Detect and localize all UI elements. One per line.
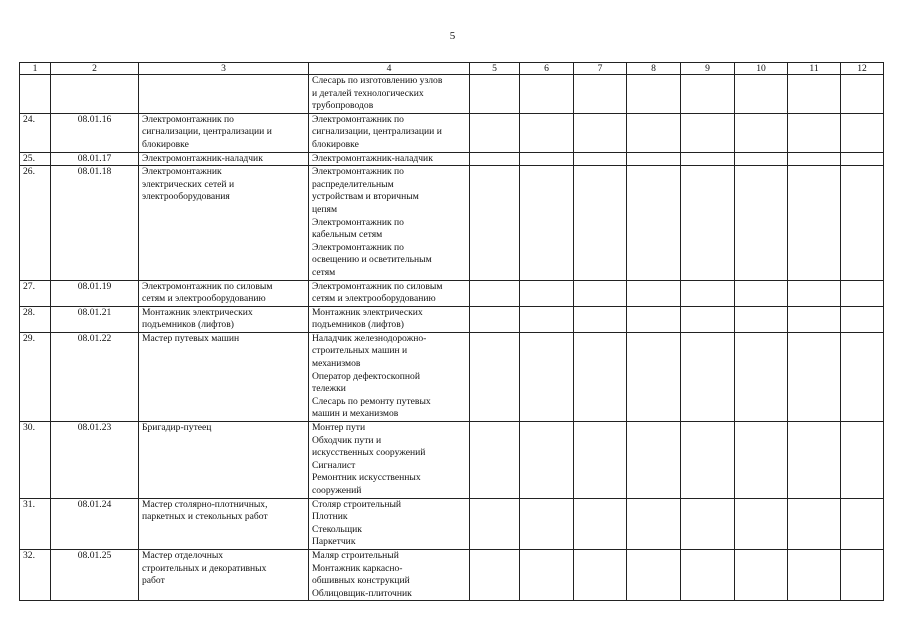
- column-header: 4: [309, 63, 470, 75]
- empty-cell: [574, 113, 627, 152]
- empty-cell: [681, 280, 735, 306]
- empty-cell: [841, 152, 884, 166]
- empty-cell: [735, 306, 788, 332]
- row-number: 26.: [20, 166, 51, 280]
- empty-cell: [788, 332, 841, 421]
- empty-cell: [788, 549, 841, 600]
- empty-cell: [735, 152, 788, 166]
- empty-cell: [627, 422, 681, 499]
- empty-cell: [681, 113, 735, 152]
- empty-cell: [841, 422, 884, 499]
- empty-cell: [841, 306, 884, 332]
- profession-code: 08.01.18: [51, 166, 139, 280]
- specialty-list-line: Электромонтажник по силовым: [312, 280, 443, 292]
- empty-cell: [574, 498, 627, 549]
- profession-code: 08.01.24: [51, 498, 139, 549]
- empty-cell: [735, 75, 788, 114]
- specialty-list-line: Оператор дефектоскопной: [312, 370, 420, 382]
- empty-cell: [470, 422, 520, 499]
- table-row: [20, 75, 884, 114]
- profession-code: 08.01.16: [51, 113, 139, 152]
- empty-cell: [520, 152, 574, 166]
- specialty-list-line: Облицовщик-плиточник: [312, 587, 412, 599]
- specialty-list-line: искусственных сооружений: [312, 447, 426, 459]
- profession-code: 08.01.19: [51, 280, 139, 306]
- profession-name-line: Электромонтажник по: [142, 113, 234, 125]
- specialty-list-line: Паркетчик: [312, 536, 356, 548]
- empty-cell: [574, 332, 627, 421]
- specialty-list-line: Сигналист: [312, 459, 356, 471]
- empty-cell: [627, 113, 681, 152]
- empty-cell: [520, 166, 574, 280]
- table-row: [20, 152, 884, 166]
- specialty-list-line: Наладчик железнодорожно-: [312, 332, 427, 344]
- specialty-list-line: Плотник: [312, 511, 348, 523]
- profession-name-line: Бригадир-путеец: [142, 422, 212, 434]
- row-number: 32.: [20, 549, 51, 600]
- specialty-list: [309, 549, 470, 600]
- empty-cell: [735, 166, 788, 280]
- profession-name: [139, 422, 309, 499]
- specialty-list-line: подъемников (лифтов): [312, 319, 404, 331]
- empty-cell: [681, 152, 735, 166]
- empty-cell: [841, 75, 884, 114]
- empty-cell: [735, 498, 788, 549]
- profession-name-line: подъемников (лифтов): [142, 319, 234, 331]
- profession-name: [139, 280, 309, 306]
- empty-cell: [470, 280, 520, 306]
- empty-cell: [470, 498, 520, 549]
- column-header: 12: [841, 63, 884, 75]
- empty-cell: [470, 152, 520, 166]
- empty-cell: [627, 549, 681, 600]
- table-row: [20, 549, 884, 600]
- empty-cell: [735, 422, 788, 499]
- profession-name-line: Мастер отделочных: [142, 549, 224, 561]
- specialty-list-line: Электромонтажник по: [312, 113, 404, 125]
- profession-code: 08.01.23: [51, 422, 139, 499]
- empty-cell: [520, 332, 574, 421]
- empty-cell: [627, 152, 681, 166]
- empty-cell: [470, 306, 520, 332]
- specialty-list-line: Электромонтажник по: [312, 166, 404, 178]
- empty-cell: [788, 166, 841, 280]
- specialty-list-line: сетям и электрооборудованию: [312, 293, 436, 305]
- column-header: 11: [788, 63, 841, 75]
- specialty-list-line: Электромонтажник по: [312, 216, 404, 228]
- specialty-list-line: механизмов: [312, 358, 361, 370]
- empty-cell: [735, 113, 788, 152]
- profession-name: [139, 332, 309, 421]
- profession-code: 08.01.25: [51, 549, 139, 600]
- specialty-list: [309, 166, 470, 280]
- empty-cell: [470, 113, 520, 152]
- table-row: [20, 332, 884, 421]
- empty-cell: [735, 549, 788, 600]
- empty-cell: [681, 306, 735, 332]
- column-header: 8: [627, 63, 681, 75]
- column-header: 7: [574, 63, 627, 75]
- profession-code: 08.01.21: [51, 306, 139, 332]
- specialty-list-line: распределительным: [312, 178, 394, 190]
- empty-cell: [520, 113, 574, 152]
- specialty-list-line: Монтажник каркасно-: [312, 562, 403, 574]
- empty-cell: [681, 422, 735, 499]
- empty-cell: [788, 422, 841, 499]
- empty-cell: [627, 498, 681, 549]
- specialty-list-line: тележки: [312, 383, 346, 395]
- empty-cell: [788, 152, 841, 166]
- empty-cell: [735, 280, 788, 306]
- empty-cell: [681, 166, 735, 280]
- empty-cell: [574, 152, 627, 166]
- empty-cell: [841, 498, 884, 549]
- empty-cell: [574, 166, 627, 280]
- empty-cell: [574, 422, 627, 499]
- specialty-list-line: машин и механизмов: [312, 408, 399, 420]
- empty-cell: [520, 306, 574, 332]
- empty-cell: [574, 549, 627, 600]
- empty-cell: [627, 280, 681, 306]
- empty-cell: [574, 306, 627, 332]
- empty-cell: [520, 549, 574, 600]
- empty-cell: [470, 332, 520, 421]
- specialty-list-line: Обходчик пути и: [312, 434, 382, 446]
- table-row: [20, 498, 884, 549]
- empty-cell: [788, 113, 841, 152]
- row-number: [20, 75, 51, 114]
- empty-cell: [841, 280, 884, 306]
- row-number: 29.: [20, 332, 51, 421]
- specialty-list-line: Стекольщик: [312, 523, 362, 535]
- specialty-list-line: и деталей технологических: [312, 87, 424, 99]
- empty-cell: [470, 549, 520, 600]
- column-header: 10: [735, 63, 788, 75]
- specialty-list: [309, 113, 470, 152]
- specialty-list: [309, 498, 470, 549]
- empty-cell: [681, 498, 735, 549]
- empty-cell: [788, 280, 841, 306]
- specialty-list-line: Электромонтажник-наладчик: [312, 152, 433, 164]
- specialty-list: [309, 280, 470, 306]
- header-row: [20, 63, 884, 75]
- row-number: 30.: [20, 422, 51, 499]
- column-header: 1: [20, 63, 51, 75]
- profession-name: [139, 306, 309, 332]
- specialty-list-line: сигнализации, централизации и: [312, 126, 442, 138]
- specialty-list-line: Монтажник электрических: [312, 306, 423, 318]
- empty-cell: [627, 332, 681, 421]
- empty-cell: [470, 166, 520, 280]
- row-number: 27.: [20, 280, 51, 306]
- empty-cell: [520, 75, 574, 114]
- table-row: [20, 113, 884, 152]
- specialty-list: [309, 306, 470, 332]
- specialty-list-line: освещению и осветительным: [312, 254, 432, 266]
- row-number: 25.: [20, 152, 51, 166]
- column-header: 3: [139, 63, 309, 75]
- profession-name-line: блокировке: [142, 138, 189, 150]
- specialty-list-line: сооружений: [312, 485, 362, 496]
- profession-name-line: строительных и декоративных: [142, 562, 267, 574]
- profession-code: 08.01.22: [51, 332, 139, 421]
- profession-name-line: Электромонтажник-наладчик: [142, 152, 263, 164]
- table-row: [20, 306, 884, 332]
- profession-name: [139, 113, 309, 152]
- specialty-list-line: Столяр строительный: [312, 498, 402, 510]
- row-number: 31.: [20, 498, 51, 549]
- profession-name-line: Монтажник электрических: [142, 306, 253, 318]
- specialty-list-line: Электромонтажник по: [312, 241, 404, 253]
- column-header: 6: [520, 63, 574, 75]
- column-header: 2: [51, 63, 139, 75]
- empty-cell: [841, 166, 884, 280]
- column-header: 5: [470, 63, 520, 75]
- profession-code: [51, 75, 139, 114]
- specialty-list-line: трубопроводов: [312, 100, 374, 112]
- specialty-list: [309, 152, 470, 166]
- empty-cell: [841, 113, 884, 152]
- specialty-list-line: Ремонтник искусственных: [312, 472, 421, 484]
- row-number: 28.: [20, 306, 51, 332]
- empty-cell: [627, 166, 681, 280]
- profession-name: [139, 166, 309, 280]
- profession-name-line: сетям и электрооборудованию: [142, 293, 266, 305]
- profession-code: 08.01.17: [51, 152, 139, 166]
- empty-cell: [627, 75, 681, 114]
- specialty-list: [309, 422, 470, 499]
- profession-name: [139, 152, 309, 166]
- empty-cell: [841, 332, 884, 421]
- profession-name: [139, 549, 309, 600]
- profession-name-line: электрооборудования: [142, 191, 230, 203]
- profession-name-line: сигнализации, централизации и: [142, 126, 272, 138]
- profession-name-line: работ: [142, 575, 165, 587]
- page-number: 5: [449, 30, 456, 42]
- specialty-list-line: обшивных конструкций: [312, 575, 410, 587]
- column-header: 9: [681, 63, 735, 75]
- empty-cell: [520, 498, 574, 549]
- empty-cell: [574, 280, 627, 306]
- profession-name: [139, 75, 309, 114]
- empty-cell: [788, 498, 841, 549]
- row-number: 24.: [20, 113, 51, 152]
- profession-name: [139, 498, 309, 549]
- specialty-list-line: Слесарь по ремонту путевых: [312, 395, 431, 407]
- specialty-list-line: блокировке: [312, 138, 359, 150]
- empty-cell: [627, 306, 681, 332]
- empty-cell: [788, 75, 841, 114]
- specialty-list: [309, 75, 470, 114]
- empty-cell: [470, 75, 520, 114]
- profession-name-line: Электромонтажник: [142, 166, 222, 178]
- empty-cell: [520, 422, 574, 499]
- specialty-list: [309, 332, 470, 421]
- table-row: [20, 280, 884, 306]
- specialty-list-line: сетям: [312, 266, 336, 278]
- table-row: [20, 166, 884, 280]
- empty-cell: [788, 306, 841, 332]
- empty-cell: [681, 332, 735, 421]
- table-row: [20, 422, 884, 499]
- specialty-list-line: цепям: [312, 203, 338, 215]
- specialty-list-line: Монтер пути: [312, 422, 366, 434]
- occupations-table: [19, 62, 884, 601]
- profession-name-line: электрических сетей и: [142, 178, 235, 190]
- empty-cell: [841, 549, 884, 600]
- specialty-list-line: кабельным сетям: [312, 229, 383, 241]
- empty-cell: [735, 332, 788, 421]
- profession-name-line: Электромонтажник по силовым: [142, 280, 273, 292]
- specialty-list-line: устройствам и вторичным: [312, 191, 419, 203]
- specialty-list-line: строительных машин и: [312, 345, 408, 357]
- empty-cell: [681, 549, 735, 600]
- profession-name-line: паркетных и стекольных работ: [142, 511, 268, 523]
- empty-cell: [574, 75, 627, 114]
- empty-cell: [681, 75, 735, 114]
- specialty-list-line: Маляр строительный: [312, 549, 399, 561]
- specialty-list-line: Слесарь по изготовлению узлов: [312, 75, 443, 86]
- empty-cell: [520, 280, 574, 306]
- profession-name-line: Мастер столярно-плотничных,: [142, 498, 268, 510]
- profession-name-line: Мастер путевых машин: [142, 332, 240, 344]
